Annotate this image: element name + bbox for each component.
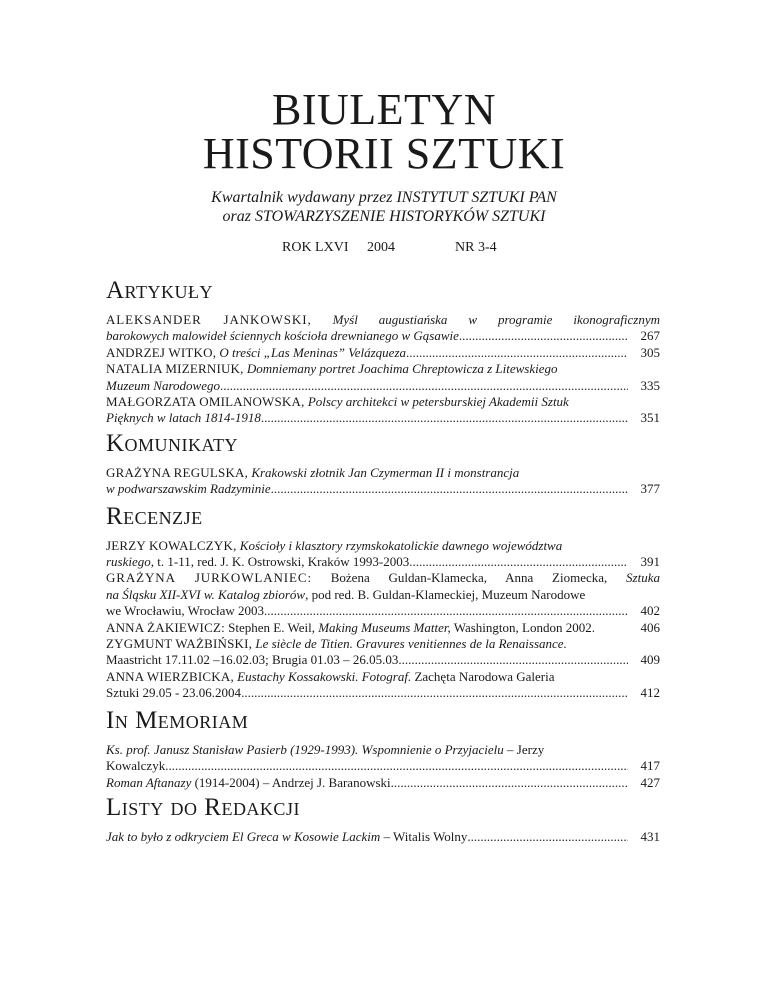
entry-author: JERZY KOWALCZYK, bbox=[106, 537, 237, 553]
masthead bbox=[0, 85, 768, 226]
dot-leader bbox=[165, 758, 628, 774]
dot-leader bbox=[459, 328, 628, 344]
entry-title-continued: ruskiego, bbox=[106, 554, 155, 570]
page-number: 431 bbox=[640, 828, 660, 844]
dot-leader bbox=[271, 481, 628, 497]
entry-title: Roman Aftanazy bbox=[106, 774, 192, 790]
page-number: 427 bbox=[640, 774, 660, 790]
entry-author: MAŁGORZATA OMILANOWSKA, bbox=[106, 394, 305, 410]
page-number: 267 bbox=[640, 328, 660, 344]
entry-title: O treści „Las Meninas” Velázqueza bbox=[219, 344, 406, 360]
issue-number-label: NR 3-4 bbox=[455, 240, 497, 255]
entry-details: , pod red. B. Guldan-Klameckiej, Muzeum Narodowe bbox=[305, 586, 586, 602]
entry-details: Sztuki 29.05 - 23.06.2004 bbox=[106, 685, 242, 701]
toc-entry[interactable] bbox=[106, 394, 660, 427]
section-heading-recenzje: Recenzje bbox=[106, 502, 203, 530]
toc-entry[interactable] bbox=[106, 345, 660, 361]
entry-title-continued: na Śląsku XII-XVI w. Katalog zbiorów bbox=[106, 586, 306, 602]
dot-leader bbox=[409, 554, 628, 570]
entry-author: GRAŻYNA REGULSKA, bbox=[106, 464, 249, 480]
entry-details: Bożena Guldan-Klamecka, Anna Ziomecka, bbox=[311, 570, 608, 586]
page-number: 391 bbox=[640, 554, 660, 570]
table-of-contents bbox=[106, 276, 660, 845]
dot-leader bbox=[398, 652, 628, 668]
entry-author: ANNA WIERZBICKA, bbox=[106, 668, 234, 684]
toc-entry[interactable] bbox=[106, 538, 660, 571]
entry-title: Myśl augustiańska w programie ikonograficznym bbox=[332, 312, 660, 327]
dot-leader bbox=[261, 410, 628, 426]
toc-entry[interactable] bbox=[106, 829, 660, 845]
dot-leader bbox=[406, 345, 628, 361]
dot-leader bbox=[264, 603, 628, 619]
entry-details: Zachęta Narodowa Galeria bbox=[411, 668, 555, 684]
entry-title: Making Museums Matter, bbox=[318, 619, 451, 635]
entry-title: Ks. prof. Janusz Stanisław Pasierb (1929-1993). Wspomnienie o Przyjacielu bbox=[106, 741, 504, 757]
dot-leader bbox=[391, 775, 628, 791]
dot-leader bbox=[220, 378, 628, 394]
year-label: 2004 bbox=[367, 240, 395, 255]
entry-author: NATALIA MIZERNIUK, bbox=[106, 361, 244, 377]
toc-entry[interactable] bbox=[106, 570, 660, 619]
page-number: 351 bbox=[640, 410, 660, 426]
dot-leader bbox=[241, 685, 628, 701]
toc-entry[interactable] bbox=[106, 312, 660, 345]
toc-entry[interactable] bbox=[106, 465, 660, 498]
entry-author: – Witalis Wolny bbox=[380, 828, 468, 844]
page-number: 412 bbox=[640, 685, 660, 701]
entry-title-continued: Muzeum Narodowego bbox=[106, 377, 220, 393]
toc-entry[interactable] bbox=[106, 620, 660, 636]
page-number: 417 bbox=[640, 758, 660, 774]
entry-title-continued: barokowych malowideł ściennych kościoła drewnianego w Gąsawie bbox=[106, 328, 459, 344]
entry-details: Stephen E. Weil, bbox=[224, 619, 319, 635]
entry-author: – Jerzy bbox=[503, 741, 545, 757]
toc-entry[interactable] bbox=[106, 361, 660, 394]
publisher-line-2: oraz STOWARZYSZENIE HISTORYKÓW SZTUKI bbox=[222, 208, 546, 225]
entry-title: Krakowski złotnik Jan Czymerman II i monstrancja bbox=[251, 464, 520, 480]
entry-title: Le siècle de Titien. Gravures venitiennes de la Renaissance. bbox=[255, 636, 567, 652]
entry-details: Washington, London 2002. bbox=[450, 619, 595, 635]
page-number: 402 bbox=[640, 603, 660, 619]
page-number: 377 bbox=[640, 481, 660, 497]
page-number: 335 bbox=[640, 377, 660, 393]
journal-title-line-1: BIULETYN bbox=[272, 85, 496, 134]
entry-title: Sztuka bbox=[626, 570, 660, 586]
toc-entry[interactable] bbox=[106, 775, 660, 791]
entry-title-continued: Pięknych w latach 1814-1918 bbox=[106, 410, 261, 426]
dot-leader bbox=[467, 829, 628, 845]
entry-title: Polscy architekci w petersburskiej Akademii Sztuk bbox=[307, 394, 569, 410]
entry-author: ANNA ŻAKIEWICZ: bbox=[106, 619, 225, 635]
entry-author: (1914-2004) – Andrzej J. Baranowski bbox=[191, 774, 391, 790]
entry-details: t. 1-11, red. J. K. Ostrowski, Kraków 1993-2003 bbox=[154, 554, 410, 570]
entry-details: we Wrocławiu, Wrocław 2003 bbox=[106, 603, 265, 619]
section-heading-artykuly: Artykuły bbox=[106, 277, 213, 304]
toc-entry[interactable] bbox=[106, 669, 660, 702]
section-heading-in-memoriam: In Memoriam bbox=[106, 706, 249, 734]
entry-author: GRAŻYNA JURKOWLANIEC: bbox=[106, 570, 312, 586]
entry-title-continued: w podwarszawskim Radzyminie bbox=[106, 481, 271, 497]
entry-details: Maastricht 17.11.02 –16.02.03; Brugia 01.03 – 26.05.03 bbox=[106, 652, 399, 668]
journal-title-line-2: HISTORII SZTUKI bbox=[202, 129, 566, 178]
page-number: 305 bbox=[640, 344, 660, 360]
entry-title: Eustachy Kossakowski. Fotograf. bbox=[237, 668, 412, 684]
publisher-line-1: Kwartalnik wydawany przez INSTYTUT SZTUKI PAN bbox=[211, 189, 557, 206]
section-heading-listy: Listy do Redakcji bbox=[106, 793, 300, 821]
volume-label: ROK LXVI bbox=[282, 240, 349, 255]
section-heading-komunikaty: Komunikaty bbox=[106, 429, 239, 457]
entry-title: Domniemany portret Joachima Chreptowicza z Litewskiego bbox=[246, 361, 558, 377]
entry-author-continued: Kowalczyk bbox=[106, 758, 166, 774]
page-number: 409 bbox=[640, 652, 660, 668]
toc-entry[interactable] bbox=[106, 742, 660, 775]
entry-author: ANDRZEJ WITKO, bbox=[106, 344, 217, 360]
entry-author: ALEKSANDER JANKOWSKI, bbox=[106, 312, 312, 327]
entry-author: ZYGMUNT WAŻBIŃSKI, bbox=[106, 636, 253, 652]
toc-entry[interactable] bbox=[106, 636, 660, 669]
page-number: 406 bbox=[640, 619, 660, 635]
entry-title: Jak to było z odkryciem El Greca w Kosowie Lackim bbox=[106, 828, 381, 844]
entry-title: Kościoły i klasztory rzymskokatolickie dawnego województwa bbox=[239, 537, 563, 553]
